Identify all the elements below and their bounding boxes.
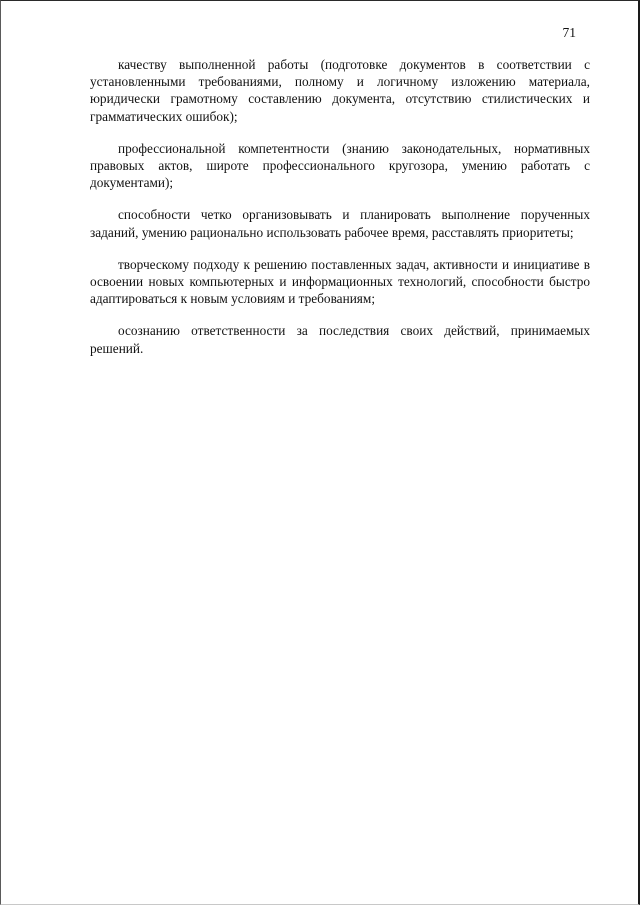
document-body bbox=[90, 56, 590, 372]
paragraph-responsibility: осознанию ответственности за последствия своих действий, принимаемых решений. bbox=[90, 323, 590, 356]
paragraph-work-quality: качеству выполненной работы (подготовке документов в соответствии с установленными требованиями, полному и логичному изложению материала, юридически грамотному составлению документа, отсутствию стилистических и грамматических ошибок); bbox=[90, 57, 590, 124]
page-number: 71 bbox=[562, 25, 576, 40]
paragraph-professional-competence: профессиональной компетентности (знанию законодательных, нормативных правовых актов, широте профессионального кругозора, умению работать с документами); bbox=[90, 140, 590, 191]
paragraph-organization-ability: способности четко организовывать и планировать выполнение порученных заданий, умению рационально использовать рабочее время, расставлять приоритеты; bbox=[90, 207, 590, 240]
paragraph-creative-approach: творческому подходу к решению поставленных задач, активности и инициативе в освоении новых компьютерных и информационных технологий, способности быстро адаптироваться к новым условиям и требованиям; bbox=[90, 256, 590, 307]
